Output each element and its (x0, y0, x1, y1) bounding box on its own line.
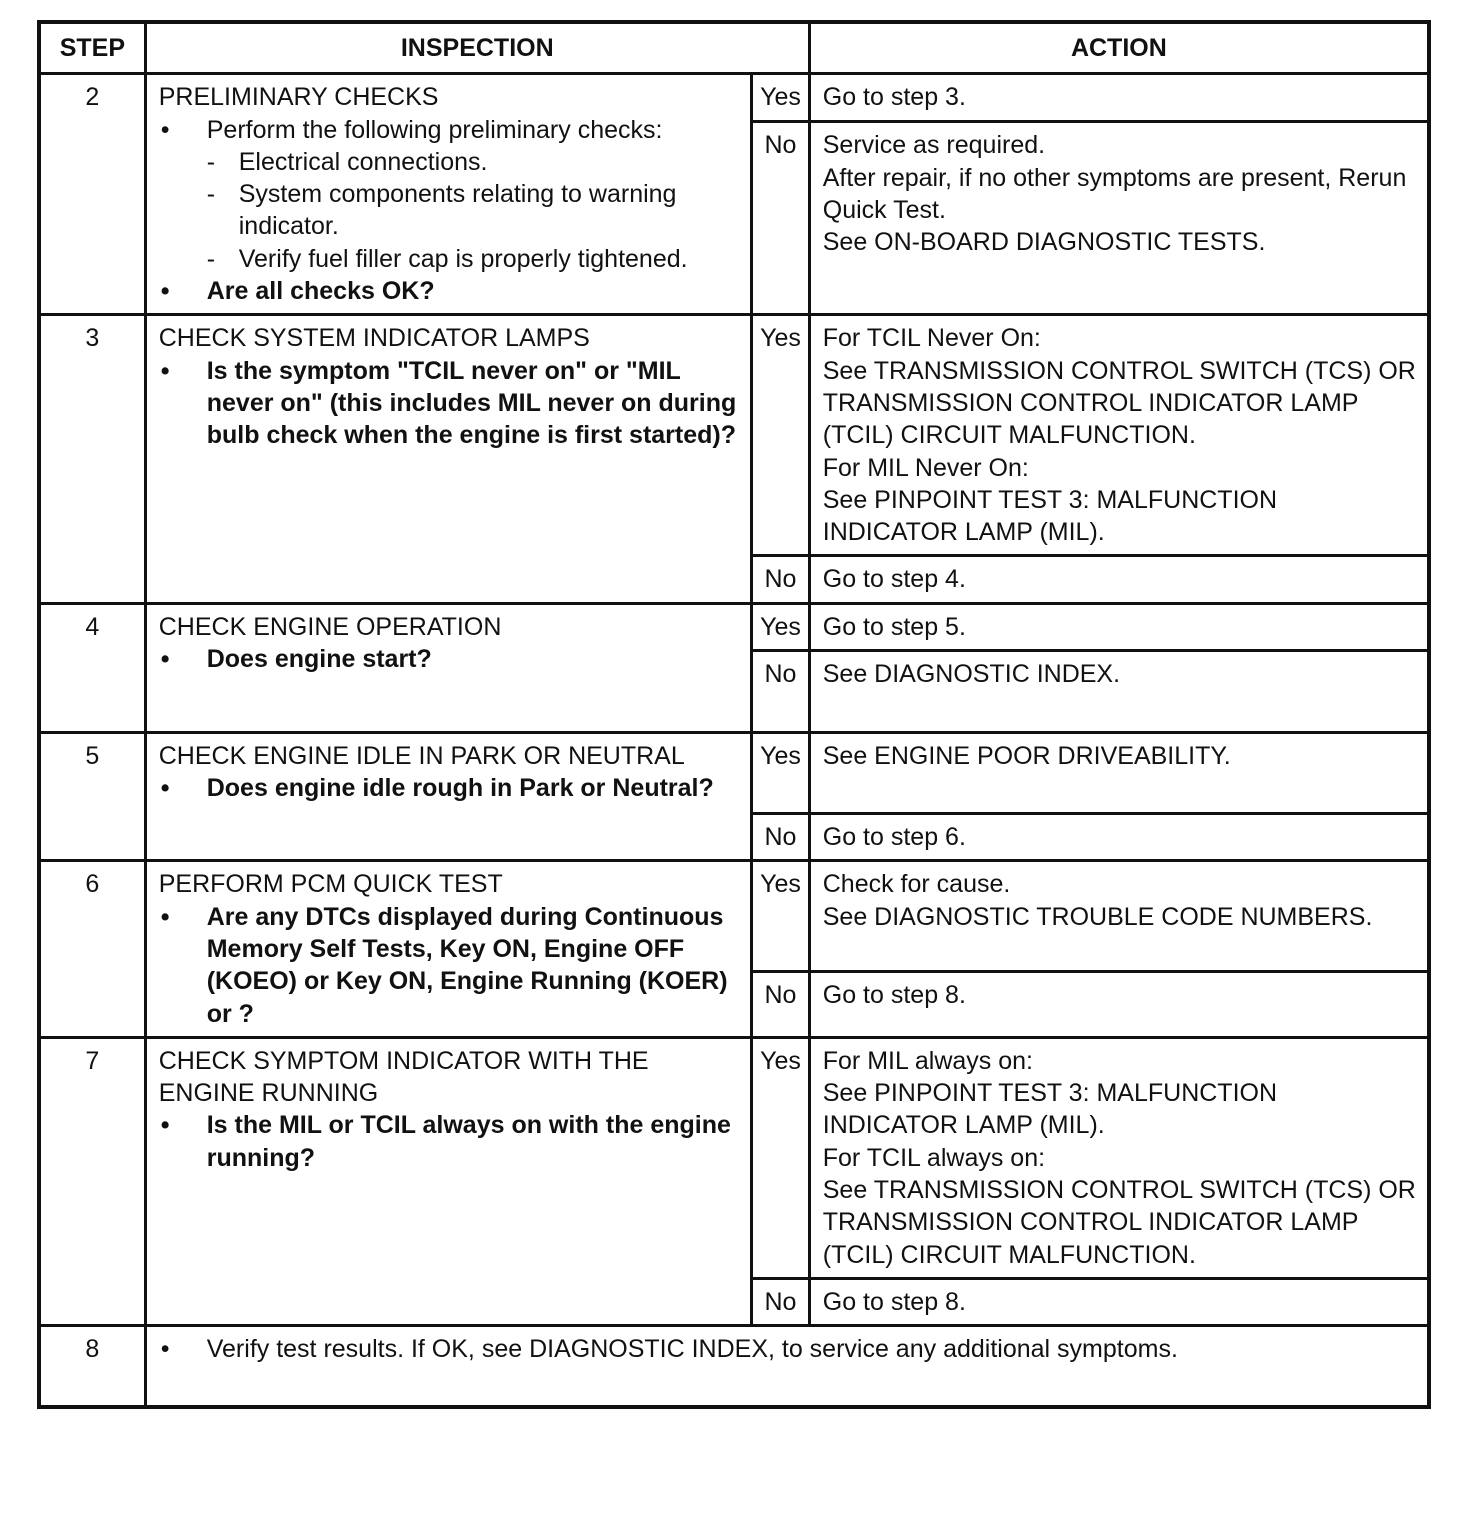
header-action: ACTION (809, 22, 1429, 74)
step-title: CHECK SYSTEM INDICATOR LAMPS (158, 324, 590, 353)
yes-action (809, 1037, 1429, 1278)
question: • Does engine idle rough in Park or Neutral? (159, 772, 740, 804)
yes-label: Yes (752, 1037, 810, 1278)
action-line: See PINPOINT TEST 3: MALFUNCTION INDICATOR LAMP (MIL). (822, 485, 1278, 547)
step-number: 5 (39, 733, 145, 861)
step-8-row (39, 1326, 1429, 1408)
step-5-yes-row (39, 733, 1429, 814)
action-line: For TCIL Never On: (822, 324, 1041, 353)
no-action (809, 122, 1429, 315)
header-step: STEP (39, 22, 145, 74)
step-4-yes-row (39, 603, 1429, 650)
header-inspection: INSPECTION (145, 22, 809, 74)
step-7-yes-row (39, 1037, 1429, 1278)
action-line: See PINPOINT TEST 3: MALFUNCTION INDICATOR LAMP (MIL). (822, 1079, 1278, 1140)
step-2-yes-row (39, 74, 1429, 122)
no-label: No (752, 972, 810, 1038)
yes-action (809, 861, 1429, 972)
no-label: No (752, 122, 810, 315)
yes-action: See ENGINE POOR DRIVEABILITY. (809, 733, 1429, 814)
action-line: See TRANSMISSION CONTROL SWITCH (TCS) OR TRANSMISSION CONTROL INDICATOR LAMP (TCIL) CIRCUIT MALFUNCTION. (822, 356, 1416, 450)
step-6-yes-row (39, 861, 1429, 972)
step-number: 6 (39, 861, 145, 1037)
yes-label: Yes (752, 733, 810, 814)
sub-item: - Electrical connections. (159, 146, 740, 178)
yes-label: Yes (752, 603, 810, 650)
step-number: 2 (39, 74, 145, 315)
no-action: See DIAGNOSTIC INDEX. (809, 651, 1429, 733)
no-label: No (752, 556, 810, 603)
question: • Is the MIL or TCIL always on with the engine running? (159, 1109, 740, 1174)
bullet-item: • Perform the following preliminary checks: (159, 114, 740, 146)
step-8-inspection (145, 1326, 1429, 1408)
sub-item: - System components relating to warning indicator. (159, 178, 740, 243)
step-6-inspection (145, 861, 751, 1037)
header-row (39, 22, 1429, 74)
bullet-item: • Verify test results. If OK, see DIAGNOSTIC INDEX, to service any additional symptoms. (159, 1333, 1417, 1365)
yes-label: Yes (752, 315, 810, 556)
yes-label: Yes (752, 74, 810, 122)
sub-item: - Verify fuel filler cap is properly tightened. (159, 243, 740, 275)
action-line: After repair, if no other symptoms are present, Rerun Quick Test. (822, 163, 1407, 224)
question: • Are all checks OK? (159, 275, 740, 307)
step-5-inspection (145, 733, 751, 861)
no-action: Go to step 8. (809, 1278, 1429, 1325)
step-7-inspection (145, 1037, 751, 1325)
no-action: Go to step 8. (809, 972, 1429, 1038)
question: • Are any DTCs displayed during Continuous Memory Self Tests, Key ON, Engine OFF (KOEO) or Key ON, Engine Running (KOER) or ? (159, 901, 740, 1030)
yes-action: Go to step 5. (809, 603, 1429, 650)
yes-action (809, 315, 1429, 556)
action-line: For MIL Never On: (822, 453, 1029, 482)
step-2-inspection (145, 74, 751, 315)
no-action: Go to step 6. (809, 814, 1429, 861)
action-line: Check for cause. (822, 870, 1011, 899)
yes-label: Yes (752, 861, 810, 972)
action-line: See ON-BOARD DIAGNOSTIC TESTS. (822, 228, 1266, 257)
step-title: CHECK SYMPTOM INDICATOR WITH THE ENGINE RUNNING (158, 1046, 649, 1108)
step-3-inspection (145, 315, 751, 603)
action-line: See DIAGNOSTIC TROUBLE CODE NUMBERS. (822, 902, 1373, 931)
step-4-inspection (145, 603, 751, 732)
step-title: CHECK ENGINE IDLE IN PARK OR NEUTRAL (158, 742, 685, 771)
step-title: CHECK ENGINE OPERATION (158, 612, 502, 641)
step-3-yes-row (39, 315, 1429, 556)
action-line: Service as required. (822, 131, 1046, 160)
no-label: No (752, 814, 810, 861)
no-action: Go to step 4. (809, 556, 1429, 603)
step-number: 8 (39, 1326, 145, 1408)
step-number: 7 (39, 1037, 145, 1325)
no-label: No (752, 651, 810, 733)
question: • Does engine start? (159, 643, 740, 675)
diagnostic-table (37, 20, 1431, 1409)
action-line: For MIL always on: (822, 1046, 1034, 1075)
no-label: No (752, 1278, 810, 1325)
step-number: 4 (39, 603, 145, 732)
step-title: PRELIMINARY CHECKS (158, 83, 439, 112)
step-number: 3 (39, 315, 145, 603)
action-line: For TCIL always on: (822, 1143, 1046, 1172)
question: • Is the symptom "TCIL never on" or "MIL never on" (this includes MIL never on during bulb check when the engine is first started)? (159, 355, 740, 452)
action-line: See TRANSMISSION CONTROL SWITCH (TCS) OR TRANSMISSION CONTROL INDICATOR LAMP (TCIL) CIRCUIT MALFUNCTION. (822, 1176, 1416, 1269)
step-title: PERFORM PCM QUICK TEST (158, 870, 503, 899)
yes-action: Go to step 3. (809, 74, 1429, 122)
